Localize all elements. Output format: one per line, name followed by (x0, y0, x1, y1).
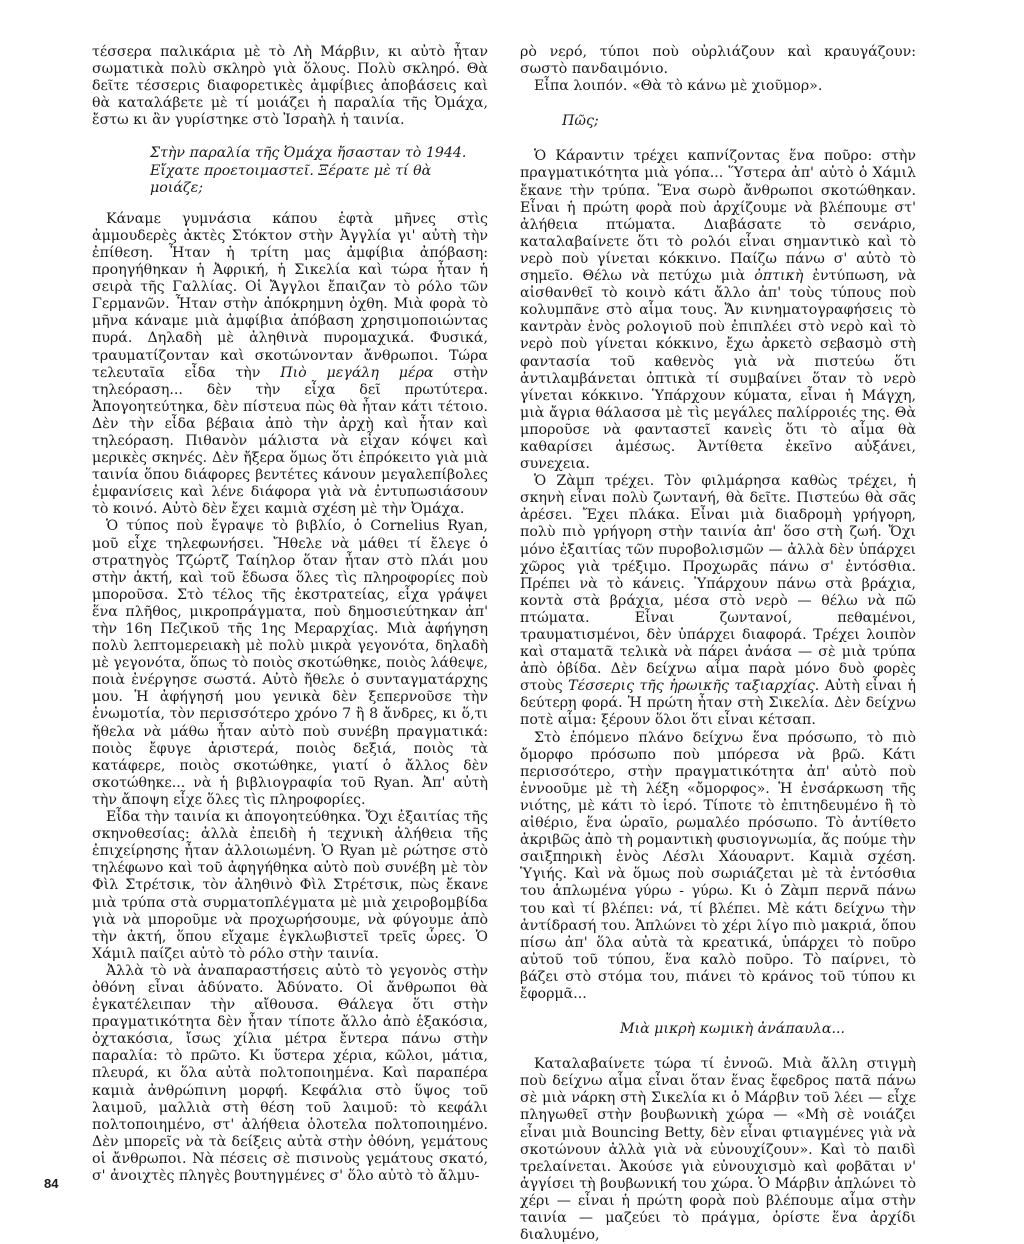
paragraph: Καταλαβαίνετε τώρα τί ἐννοῶ. Μιὰ ἄλλη στιγμὴ ποὺ δείχνω αἷμα εἶναι ὅταν ἕνας ἔφεδρος πατᾶ πάνω σὲ μιὰ νάρκη στὴ Σικελία κι ὁ Μάρβιν τοῦ λέει — εἶχε πληγωθεῖ στὴν βουβωνικὴ χώρα — «Μὴ σὲ νοιάζει εἶναι μιὰ Bouncing Betty, δὲν εἶναι φτιαγμένες γιὰ νὰ σκοτώνουν ἀλλὰ γιὰ νὰ εὐνουχίζουν». Καὶ τὸ παιδὶ τρελαίνεται. Ἀκούσε γιὰ εὐνουχισμὸ καὶ φοβᾶται ν' ἀγγίσει τὴ βουβωνική του χώρα. Ὁ Μάρβιν ἁπλώνει τὸ χέρι — εἶναι ἡ πρώτη φορὰ ποὺ βλέπουμε αἷμα στὴν ταινία — μαζεύει τὸ πράγμα, ὁρίστε ἕνα ἀρχίδι διαλυμένο, (520, 1056, 916, 1244)
page-number: 84 (44, 1176, 59, 1191)
paragraph-text: Κάναμε γυμνάσια κάπου ἑφτὰ μῆνες στὶς ἀμμουδερὲς ἀκτὲς Στόκτον στὴν Ἀγγλία γι' αὐτὴ τὴν ἐπίθεση. Ἦταν ἡ τρίτη μας ἀμφίβια ἀπόβαση: προηγήθηκαν ἡ Ἀφρική, ἡ Σικελία καὶ τώρα ἦταν ἡ σειρὰ τῆς Γαλλίας. Οἱ Ἄγγλοι ἔπαιζαν τὸ ρόλο τῶν Γερμανῶν. Ἦταν στὴν ἀπόκρημνη ὀχθη. Μιὰ φορὰ τὸ μῆνα κάναμε μιὰ ἀμφίβια ἀπόβαση χρησιμοποιώντας πυρά. Δηλαδὴ μὲ ἀληθινὰ πυρομαχικά. Φυσικά, τραυματίζονταν καὶ σκοτώνονταν ἄνθρωποι. Τώρα τελευταῖα εἶδα τὴν (92, 210, 488, 381)
paragraph: Εἶδα τὴν ταινία κι ἀπογοητεύθηκα. Ὄχι ἐξαιτίας τῆς σκηνοθεσίας: ἀλλὰ ἐπειδὴ ἡ τεχνικὴ ἀλήθεια τῆς ἐπιχείρησης ἦταν ἀλλοιωμένη. Ὁ Ryan μὲ ρώτησε στὸ τηλέφωνο καὶ τοῦ ἀφηγήθηκα αὐτὸ ποὺ συνέβη μὲ τὸν Φὶλ Στρέτσικ, τὸν ἀληθινὸ Φὶλ Στρέτσικ, πὼς ἔκανε μιὰ τρύπα στὰ συρματοπλέγματα μὲ μιὰ χειροβομβίδα γιὰ νὰ μποροῦμε νὰ προχωρήσουμε, νὰ φύγουμε ἀπὸ τὴν ἀκτή, ὅπου εἴχαμε ἐγκλωβιστεῖ τρεῖς ὧρες. Ὁ Χάμιλ παίζει αὐτὸ τὸ ρόλο στὴν ταινία. (92, 809, 488, 962)
paragraph: ρὸ νερό, τύποι ποὺ οὐρλιάζουν καὶ κραυγάζουν: σωστὸ πανδαιμόνιο. (520, 44, 916, 78)
paragraph: Ἀλλὰ τὸ νὰ ἀναπαραστήσεις αὐτὸ τὸ γεγονὸς στὴν ὀθόνη εἶναι ἀδύνατο. Ἀδύνατο. Οἱ ἄνθρωποι θὰ ἐγκατέλειπαν τὴν αἴθουσα. Θάλεγα ὅτι στὴν πραγματικότητα δὲν ἦταν τίποτε ἄλλο ἀπὸ ἑξακόσια, ὀχτακόσια, ἴσως χίλια μέτρα ἔντερα πάνω στὴν παραλία: τὸ πρῶτο. Κι ὕστερα χέρια, κῶλοι, μάτια, πλευρά, κι ὅλα αὐτὰ πολτοποιημένα. Καὶ παραπέρα καμιὰ ἀνθρώπινη μορφή. Κεφάλια στὸ ὕψος τοῦ λαιμοῦ, μαλλιὰ στὴ θέση τοῦ λαιμοῦ: τὸ κεφάλι πολτοποιημένο, στ' ἀλήθεια ὁλοτελα πολτοποιημένο. Δὲν μπορεῖς νὰ τὰ δείξεις αὐτὰ στὴν ὀθόνη, γεμάτους οἱ ἄνθρωποι. Νὰ πέσεις σὲ πισινοὺς γεμάτους σκατό, σ' ἀνοιχτὲς πληγὲς βουτηγμένες σ' ὅλο αὐτὸ τὸ ἄλμυ- (92, 962, 488, 1184)
paragraph-text: Αὐτὴ εἶναι ἡ δεύτερη φορά. Ἡ πρώτη ἦταν στὴ Σικελία. Δὲν δείχνω ποτὲ αἷμα: ξέρουν ὅλοι ὅτι εἶναι κέτσαπ. (520, 678, 917, 729)
paragraph (520, 473, 916, 729)
film-title: Πιὸ μεγάλη μέρα (280, 364, 434, 381)
interview-question: Πῶς; (562, 113, 599, 130)
right-column (520, 44, 916, 1244)
paragraph: Ὁ τύπος ποὺ ἔγραψε τὸ βιβλίο, ὁ Cornelius Ryan, μοῦ εἶχε τηλεφωνήσει. Ἤθελε νὰ μάθει τί ἔλεγε ὁ στρατηγὸς Τζώρτζ Ταίηλορ ὅταν ἦταν στὸ πλάι μου στὴν ἀκτή, καὶ τοῦ ἔδωσα ὅλες τὶς πληροφορίες ποὺ μποροῦσα. Στὸ τέλος τῆς ἐκστρατείας, εἶχα γράψει ἕνα πλῆθος, μικροπράγματα, ποὺ δημοσιεύτηκαν ἀπ' τὴν 16η Πεζικοῦ τῆς 1ης Μεραρχίας. Μιὰ ἀφήγηση πολὺ λεπτομερειακὴ μὲ πολὺ μικρὰ γεγονότα, δηλαδὴ μὲ γεγονότα, ὅπως τὸ ποιὸς σκοτώθηκε, ποιὸς λάθεψε, ποιὰ ἐνέργησε σωστά. Αὐτὸ ἤθελε ὁ συνταγματάρχης μου. Ἡ ἀφήγησή μου γενικὰ δὲν ξεπερνοῦσε τὴν ἐνωμοτία, τὸν περισσότερο χρόνο 7 ἢ 8 ἄνδρες, κι ὅ,τι ἤθελα νὰ μάθω ἦταν αὐτὸ ποὺ συνέβη πραγματικά: ποιὸς ἔφυγε ἀριστερά, ποιὸς δεξιά, ποιὸς τὰ κατάφερε, ποιὸς σκοτώθηκε, γιατί ὁ ἄλλος δὲν σκοτώθηκε... νὰ ἡ βιβλιογραφία τοῦ Ryan. Ἀπ' αὐτὴ τὴν ἄποψη εἶχε ὅλες τὶς πληροφορίες. (92, 518, 488, 808)
emphasis: ὀπτικὴ (754, 268, 804, 285)
paragraph: Εἶπα λοιπόν. «Θὰ τὸ κάνω μὲ χιοῦμορ». (534, 78, 823, 95)
paragraph-text: ἐντύπωση, νὰ αἰσθανθεῖ τὸ κοινὸ κάτι ἄλλο ἀπ' τοὺς τύπους ποὺ κολυμπᾶνε στὸ αἷμα τους. Ἄν κινηματογραφήσεις τὸ καντρὰν ἑνὸς ρολογιοῦ ποὺ ἐπιπλέει στὸ νερὸ καὶ τὸ νερὸ ποὺ γίνεται κόκκινο, ἔχω ἀρκετὸ σεβασμὸ στὴ φαντασία τοῦ καθενὸς γιὰ νὰ πιστεύω ὅτι ἀντιλαμβάνεται ὀπτικὰ τί συμβαίνει ὅταν τὸ νερὸ γίνεται κόκκινο. Ὑπάρχουν κύματα, εἶναι ἡ Μάγχη, μιὰ ἄγρια θάλασσα μὲ τὶς μεγάλες παλίρροιές της. Θὰ μποροῦσε νὰ φανταστεῖ κανεὶς ὅτι τὸ αἷμα θὰ καθαρίσει ἀμέσως. Ἀντίθετα ἐκεῖνο αὐξάνει, συνεχεια. (520, 268, 917, 473)
left-column (92, 44, 488, 1185)
paragraph-text: στὴν τηλεόραση... δὲν τὴν εἶχα δεῖ πρωτύτερα. Ἀπογοητεύτηκα, δὲν πίστευα πὼς θὰ ἦταν κάτι τέτοιο. Δὲν τὴν εἶδα βέβαια ἀπὸ τὴν ἀρχὴ καὶ ἦταν καὶ τηλεόραση. Πιθανὸν μάλιστα νὰ εἶχαν κόψει καὶ μερικὲς σκηνές. Δὲν ἤξερα ὅμως ὅτι ἐπρόκειτο γιὰ μιὰ ταινία ὅπου διάφορες βεντέτες κάνουν μεγαλεπίβολες ἐμφανίσεις καὶ λένε διάφορα γιὰ νὰ ἐντυπωσιάσουν τὸ κοινό. Αὐτὸ δὲν ἔχει καμιὰ σχέση μὲ τὴν Ὀμάχα. (92, 364, 488, 518)
film-title: Τέσσερις τῆς ἡρωικῆς ταξιαρχίας. (568, 678, 820, 695)
interview-question: Μιὰ μικρὴ κωμικὴ ἀνάπαυλα... (620, 1021, 846, 1038)
paragraph-text: Ὁ Κάραντιν τρέχει καπνίζοντας ἕνα ποῦρο: στὴν πραγματικότητα μιὰ γόπα... Ὕστερα ἀπ' αὐτὸ ὁ Χάμιλ ἔκανε τὴν τρύπα. Ἕνα σωρὸ ἄνθρωποι σκοτώθηκαν. Εἶναι ἡ πρώτη φορὰ ποὺ ἀρχίζουμε νὰ βλέπουμε στ' ἀλήθεια πτώματα. Διαβάσατε τὸ σενάριο, καταλαβαίνετε ὅτι τὸ ρολόι εἶναι σημαντικὸ καὶ τὸ νερὸ ποὺ γίνεται κόκκινο. Παίζω πάνω σ' αὐτὸ τὸ σημεῖο. Θέλω νὰ πετύχω μιὰ (520, 148, 916, 285)
paragraph: τέσσερα παλικάρια μὲ τὸ Λὴ Μάρβιν, κι αὐτὸ ἦταν σωματικὰ πολὺ σκληρὸ γιὰ ὅλους. Πολὺ σκληρό. Θὰ δεῖτε τέσσερις διαφορετικὲς ἀμφίβιες ἀποβάσεις καὶ θὰ καταλάβετε μὲ τί μοιάζει ἡ παραλία τῆς Ὀμάχα, ἔστω κι ἂν γυρίστηκε στὸ Ἰσραὴλ ἡ ταινία. (92, 44, 488, 129)
paragraph (92, 211, 488, 519)
interview-question: Στὴν παραλία τῆς Ὀμάχα ἤσασταν τὸ 1944. Εἴχατε προετοιμαστεῖ. Ξέρατε μὲ τί θὰ μοιάζε; (150, 145, 467, 196)
paragraph (520, 148, 916, 473)
paragraph-text: Ὁ Ζὰμπ τρέχει. Τὸν φιλμάρησα καθὼς τρέχει, ἡ σκηνὴ εἶναι πολὺ ζωντανή, θὰ δεῖτε. Πιστεύω θὰ σᾶς ἀρέσει. Ἔχει πλάκα. Εἶναι μιὰ διαδρομὴ γρήγορη, πολὺ πιὸ γρήγορη στὴν ταινία ἀπ' ὅσο στὴ ζωή. Ὄχι μόνο ἐξαιτίας τῶν πυροβολισμῶν — ἀλλὰ δὲν ὑπάρχει χῶρος γιὰ τρέξιμο. Προχωρᾶς πάνω σ' ἐντόσθια. Πρέπει νὰ τὸ κάνεις. Ὑπάρχουν πάνω στὰ βράχια, κοντὰ στὰ βράχια, μέσα στὸ νερὸ — θέλω νὰ πῶ πτώματα. Εἶναι ζωντανοί, πεθαμένοι, τραυματισμένοι, δὲν ὑπάρχει διαφορά. Τρέχει λοιπὸν καὶ σταματᾶ τελικὰ νὰ πάρει ἀνάσα — σὲ μιὰ τρύπα ἀπὸ ὀβίδα. Δὲν δείχνω αἷμα παρὰ μόνο δυὸ φορὲς στοὺς (520, 473, 916, 695)
paragraph: Στὸ ἑπόμενο πλάνο δείχνω ἕνα πρόσωπο, τὸ πιὸ ὄμορφο πρόσωπο ποὺ μπόρεσα νὰ βρῶ. Κάτι περισσότερο, στὴν πραγματικότητα ἀπ' αὐτὸ ποὺ ἐννοοῦμε μὲ τὴ λέξη «ὄμορφος». Ἡ ἐνσάρκωση τῆς νιότης, μὲ κάτι τὸ ἱερό. Τίποτε τὸ ἐπιτηδευμένο ἢ τὸ αἰθέριο, ἕνα ὡραῖο, ρωμαλέο πρόσωπο. Τὸ ἀντίθετο ἀκριβῶς ἀπὸ τὴ ρομαντικὴ φυσιογνωμία, ἄς πούμε τὴν σαιξπηρικὴ ἑνὸς Λέσλι Χάουαρντ. Καμιὰ σχέση. Ὑγιής. Καὶ νὰ ὅμως ποὺ σωριάζεται μὲ τὰ ἐντόσθια του ἁπλωμένα γύρω - γύρω. Κι ὁ Ζὰμπ περνᾶ πάνω του καὶ τί βλέπει: νά, τί βλέπει. Μὲ κάτι δείχνω τὴν ἀντίδρασή του. Ἁπλώνει τὸ χέρι λίγο πιὸ μακριά, ὅπου πίσω ἀπ' ὅλα αὐτὰ τὰ κρεατικά, ὑπάρχει τὸ ποῦρο αὐτοῦ τοῦ τύπου, ἕνα καλὸ ποῦρο. Τὸ παίρνει, τὸ βάζει στὸ στόμα του, πιάνει τὸ κράνος τοῦ τύπου κι ἔφορμᾶ... (520, 729, 916, 1002)
